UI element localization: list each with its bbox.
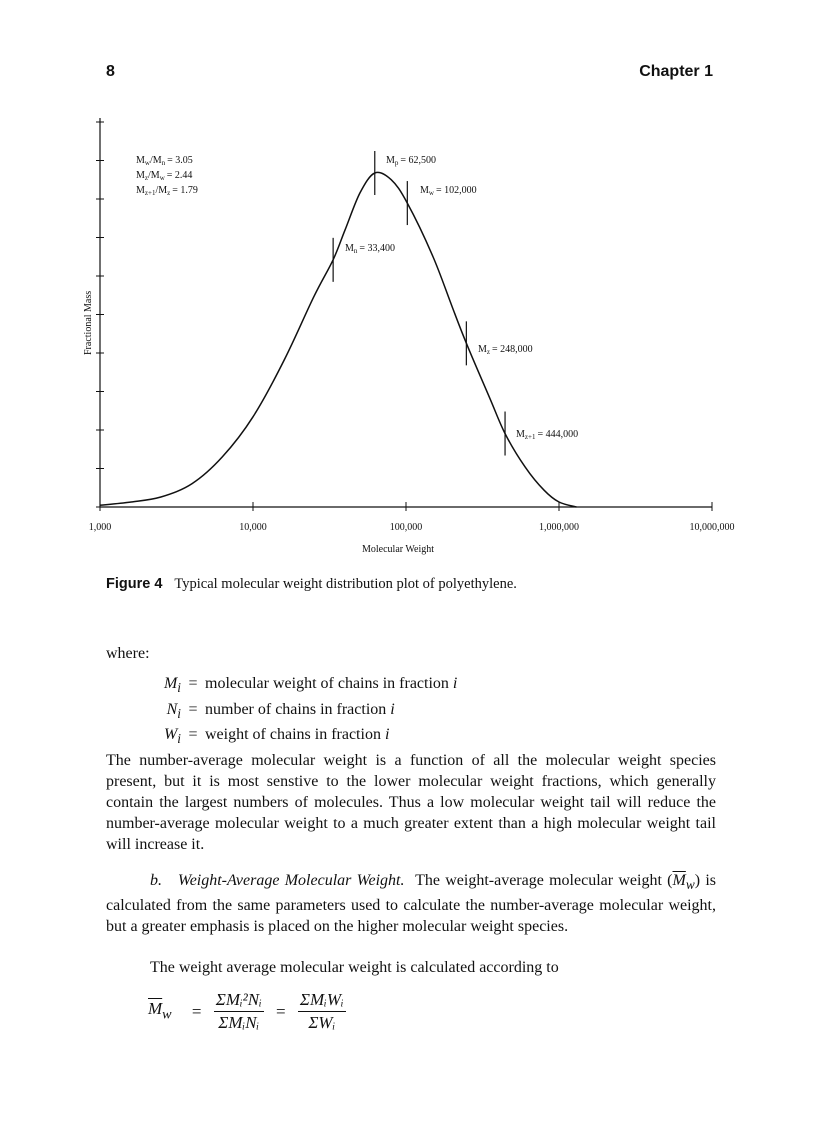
figure-label: Figure 4	[106, 576, 163, 592]
page-number: 8	[106, 63, 115, 80]
figure-caption	[106, 576, 517, 593]
fraction1-denominator: ΣMᵢNᵢ	[218, 1013, 260, 1032]
y-axis-label: Fractional Mass	[83, 290, 94, 355]
x-tick-labels	[89, 522, 735, 533]
fraction2-denominator: ΣWᵢ	[308, 1013, 336, 1032]
label-mn: $M_n = 33,400$	[345, 243, 396, 255]
definition-row: $M_i$ = molecular weight of chains in fraction i	[163, 675, 458, 696]
weight-average-formula: $\overline{M}_w$ = $\frac{\text{ΣMᵢ²Nᵢ}}{\text{ΣMᵢNᵢ}}$ = $\frac{\text{ΣMᵢWᵢ}}{\text{ΣWᵢ}}$	[148, 990, 344, 1032]
x-tick-label: 1,000	[88, 522, 112, 533]
ratio-mz-mw: $M_z/M_w = 2.44$	[136, 170, 193, 182]
paragraph-number-average: The number-average molecular weight is a function of all the molecular weight species present, but it is most senstive to the lower molecular weight fractions, which generally contain the largest numbers of molecules. Thus a low molecular weight tail will reduce the number-average molecular weight to a much greater extent than a high molecular weight tail will increase it.	[106, 752, 716, 853]
fraction1-numerator: ΣMᵢ²Nᵢ	[214, 990, 264, 1012]
distribution-curve	[100, 172, 579, 507]
definitions-list	[145, 673, 457, 750]
label-mz1: $M_{z+1} = 444,000$	[516, 429, 579, 441]
paragraph-weight-average: b. Weight-Average Molecular Weight. The weight-average molecular weight $(\overline{M}_w)$ is calculated from the same parameters used to calculate the number-average molecular weight, but a greater emphasis is placed on the higher molecular weight species.	[106, 872, 717, 936]
paragraph-calculated: The weight average molecular weight is calculated according to	[150, 959, 559, 976]
definition-row: $W_i$ = weight of chains in fraction i	[163, 726, 390, 747]
chapter-title: Chapter 1	[639, 63, 713, 80]
section-heading: b. Weight-Average Molecular Weight.	[150, 872, 405, 889]
x-tick-label: 10,000,000	[689, 522, 735, 533]
x-tick-label: 10,000	[239, 522, 267, 533]
where-label: where:	[106, 645, 150, 662]
definition-row: $N_i$ = number of chains in fraction i	[166, 700, 395, 721]
label-mz: $M_z = 248,000$	[478, 344, 533, 356]
label-mw: $M_w = 102,000$	[420, 185, 477, 197]
label-mp: $M_p = 62,500$	[386, 155, 437, 167]
figure-caption-text: Typical molecular weight distribution plot of polyethylene.	[174, 576, 517, 592]
fraction2-numerator: ΣMᵢWᵢ	[298, 990, 346, 1012]
ratio-mz1-mz: $M_{z+1}/M_z = 1.79$	[136, 185, 198, 197]
ratio-mw-mn: $M_w/M_n = 3.05$	[136, 155, 193, 167]
x-axis-label: Molecular Weight	[362, 544, 435, 555]
x-tick-label: 100,000	[389, 522, 423, 533]
x-tick-label: 1,000,000	[539, 522, 579, 533]
